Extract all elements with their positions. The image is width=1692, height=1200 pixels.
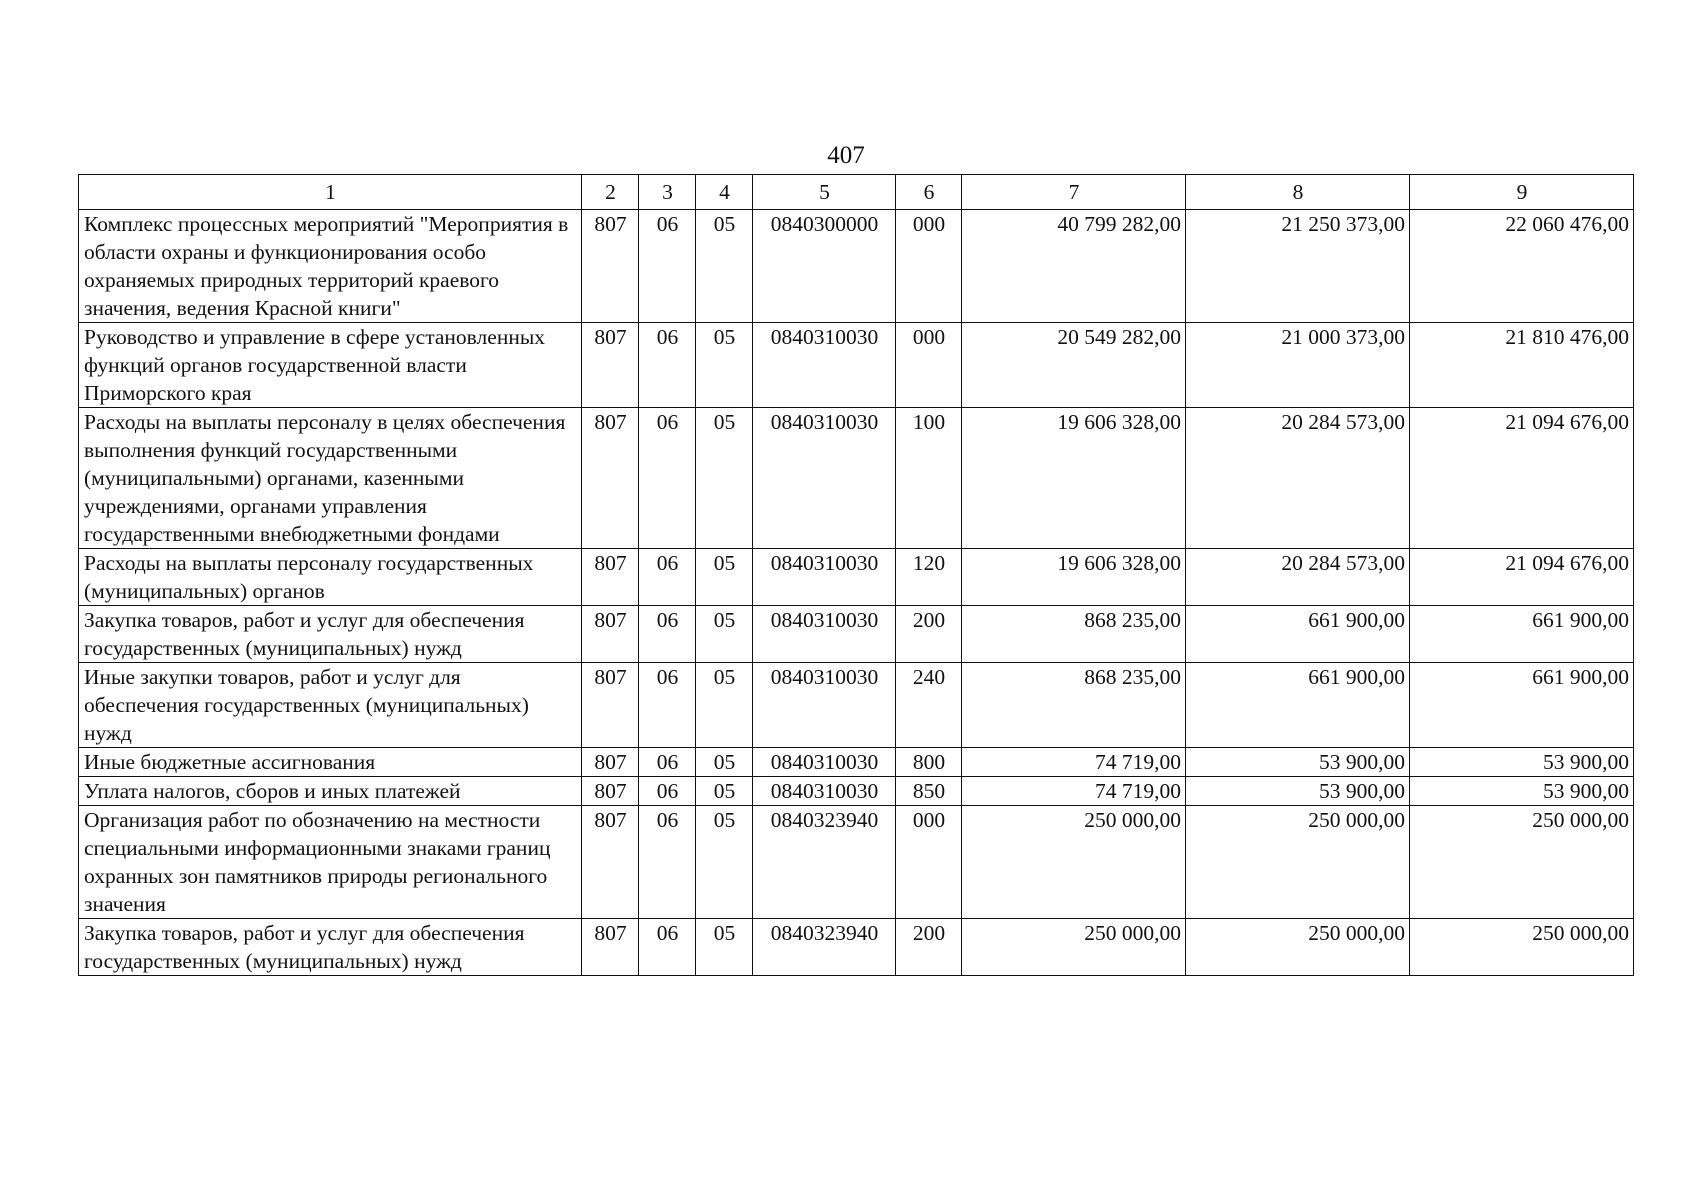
ministry-code: 807 xyxy=(582,323,639,408)
column-header: 7 xyxy=(962,175,1186,210)
amount-col8: 250 000,00 xyxy=(1186,919,1410,976)
amount-col8: 20 284 573,00 xyxy=(1186,549,1410,606)
section-code: 06 xyxy=(639,663,696,748)
amount-col8: 661 900,00 xyxy=(1186,606,1410,663)
column-header: 8 xyxy=(1186,175,1410,210)
expense-name: Закупка товаров, работ и услуг для обеспечения государственных (муниципальных) нужд xyxy=(79,606,582,663)
expense-name: Закупка товаров, работ и услуг для обеспечения государственных (муниципальных) нужд xyxy=(79,919,582,976)
expense-type-code: 120 xyxy=(896,549,962,606)
section-code: 06 xyxy=(639,323,696,408)
target-article-code: 0840310030 xyxy=(753,606,896,663)
target-article-code: 0840323940 xyxy=(753,919,896,976)
expense-name: Расходы на выплаты персоналу государственных (муниципальных) органов xyxy=(79,549,582,606)
amount-col9: 250 000,00 xyxy=(1410,806,1634,919)
column-header: 1 xyxy=(79,175,582,210)
target-article-code: 0840300000 xyxy=(753,210,896,323)
target-article-code: 0840310030 xyxy=(753,748,896,777)
amount-col7: 74 719,00 xyxy=(962,777,1186,806)
subsection-code: 05 xyxy=(696,777,753,806)
amount-col7: 19 606 328,00 xyxy=(962,408,1186,549)
section-code: 06 xyxy=(639,777,696,806)
table-row xyxy=(79,210,1634,323)
section-code: 06 xyxy=(639,919,696,976)
ministry-code: 807 xyxy=(582,777,639,806)
amount-col9: 661 900,00 xyxy=(1410,663,1634,748)
amount-col9: 250 000,00 xyxy=(1410,919,1634,976)
ministry-code: 807 xyxy=(582,408,639,549)
amount-col7: 868 235,00 xyxy=(962,606,1186,663)
target-article-code: 0840310030 xyxy=(753,323,896,408)
amount-col7: 250 000,00 xyxy=(962,919,1186,976)
table-row xyxy=(79,323,1634,408)
amount-col9: 21 094 676,00 xyxy=(1410,408,1634,549)
subsection-code: 05 xyxy=(696,210,753,323)
amount-col9: 21 810 476,00 xyxy=(1410,323,1634,408)
expense-name: Иные закупки товаров, работ и услуг для обеспечения государственных (муниципальных) нужд xyxy=(79,663,582,748)
amount-col9: 22 060 476,00 xyxy=(1410,210,1634,323)
column-header: 3 xyxy=(639,175,696,210)
table-header-row xyxy=(79,175,1634,210)
section-code: 06 xyxy=(639,408,696,549)
subsection-code: 05 xyxy=(696,323,753,408)
expense-type-code: 200 xyxy=(896,919,962,976)
column-header: 6 xyxy=(896,175,962,210)
table-row xyxy=(79,919,1634,976)
ministry-code: 807 xyxy=(582,663,639,748)
subsection-code: 05 xyxy=(696,408,753,549)
table-row xyxy=(79,777,1634,806)
amount-col9: 53 900,00 xyxy=(1410,748,1634,777)
amount-col7: 20 549 282,00 xyxy=(962,323,1186,408)
section-code: 06 xyxy=(639,606,696,663)
subsection-code: 05 xyxy=(696,549,753,606)
expense-type-code: 000 xyxy=(896,806,962,919)
table-row xyxy=(79,748,1634,777)
amount-col8: 250 000,00 xyxy=(1186,806,1410,919)
amount-col7: 868 235,00 xyxy=(962,663,1186,748)
table-row xyxy=(79,549,1634,606)
target-article-code: 0840310030 xyxy=(753,549,896,606)
budget-table xyxy=(78,174,1634,976)
expense-name: Руководство и управление в сфере установленных функций органов государственной власти Приморского края xyxy=(79,323,582,408)
expense-name: Иные бюджетные ассигнования xyxy=(79,748,582,777)
amount-col7: 40 799 282,00 xyxy=(962,210,1186,323)
target-article-code: 0840310030 xyxy=(753,777,896,806)
expense-type-code: 000 xyxy=(896,323,962,408)
amount-col7: 74 719,00 xyxy=(962,748,1186,777)
table-row xyxy=(79,663,1634,748)
table-row xyxy=(79,806,1634,919)
expense-type-code: 800 xyxy=(896,748,962,777)
page-number: 407 xyxy=(827,142,865,169)
section-code: 06 xyxy=(639,748,696,777)
section-code: 06 xyxy=(639,806,696,919)
amount-col7: 250 000,00 xyxy=(962,806,1186,919)
ministry-code: 807 xyxy=(582,806,639,919)
amount-col8: 21 000 373,00 xyxy=(1186,323,1410,408)
column-header: 9 xyxy=(1410,175,1634,210)
subsection-code: 05 xyxy=(696,806,753,919)
expense-type-code: 100 xyxy=(896,408,962,549)
subsection-code: 05 xyxy=(696,748,753,777)
expense-name: Уплата налогов, сборов и иных платежей xyxy=(79,777,582,806)
amount-col8: 661 900,00 xyxy=(1186,663,1410,748)
ministry-code: 807 xyxy=(582,919,639,976)
amount-col9: 21 094 676,00 xyxy=(1410,549,1634,606)
amount-col9: 53 900,00 xyxy=(1410,777,1634,806)
ministry-code: 807 xyxy=(582,748,639,777)
column-header: 5 xyxy=(753,175,896,210)
target-article-code: 0840310030 xyxy=(753,663,896,748)
expense-name: Расходы на выплаты персоналу в целях обеспечения выполнения функций государственными (муниципальными) органами, казенными учреждениями, органами управления государственными внебюджетными фондами xyxy=(79,408,582,549)
subsection-code: 05 xyxy=(696,919,753,976)
target-article-code: 0840323940 xyxy=(753,806,896,919)
section-code: 06 xyxy=(639,210,696,323)
ministry-code: 807 xyxy=(582,549,639,606)
expense-name: Организация работ по обозначению на местности специальными информационными знаками границ охранных зон памятников природы регионального значения xyxy=(79,806,582,919)
section-code: 06 xyxy=(639,549,696,606)
column-header: 2 xyxy=(582,175,639,210)
expense-name: Комплекс процессных мероприятий "Мероприятия в области охраны и функционирования особо охраняемых природных территорий краевого значения, ведения Красной книги" xyxy=(79,210,582,323)
target-article-code: 0840310030 xyxy=(753,408,896,549)
expense-type-code: 850 xyxy=(896,777,962,806)
amount-col7: 19 606 328,00 xyxy=(962,549,1186,606)
table-row xyxy=(79,408,1634,549)
expense-type-code: 000 xyxy=(896,210,962,323)
ministry-code: 807 xyxy=(582,210,639,323)
table-row xyxy=(79,606,1634,663)
column-header: 4 xyxy=(696,175,753,210)
ministry-code: 807 xyxy=(582,606,639,663)
subsection-code: 05 xyxy=(696,663,753,748)
expense-type-code: 200 xyxy=(896,606,962,663)
amount-col8: 53 900,00 xyxy=(1186,748,1410,777)
expense-type-code: 240 xyxy=(896,663,962,748)
amount-col8: 20 284 573,00 xyxy=(1186,408,1410,549)
amount-col8: 21 250 373,00 xyxy=(1186,210,1410,323)
subsection-code: 05 xyxy=(696,606,753,663)
amount-col8: 53 900,00 xyxy=(1186,777,1410,806)
amount-col9: 661 900,00 xyxy=(1410,606,1634,663)
